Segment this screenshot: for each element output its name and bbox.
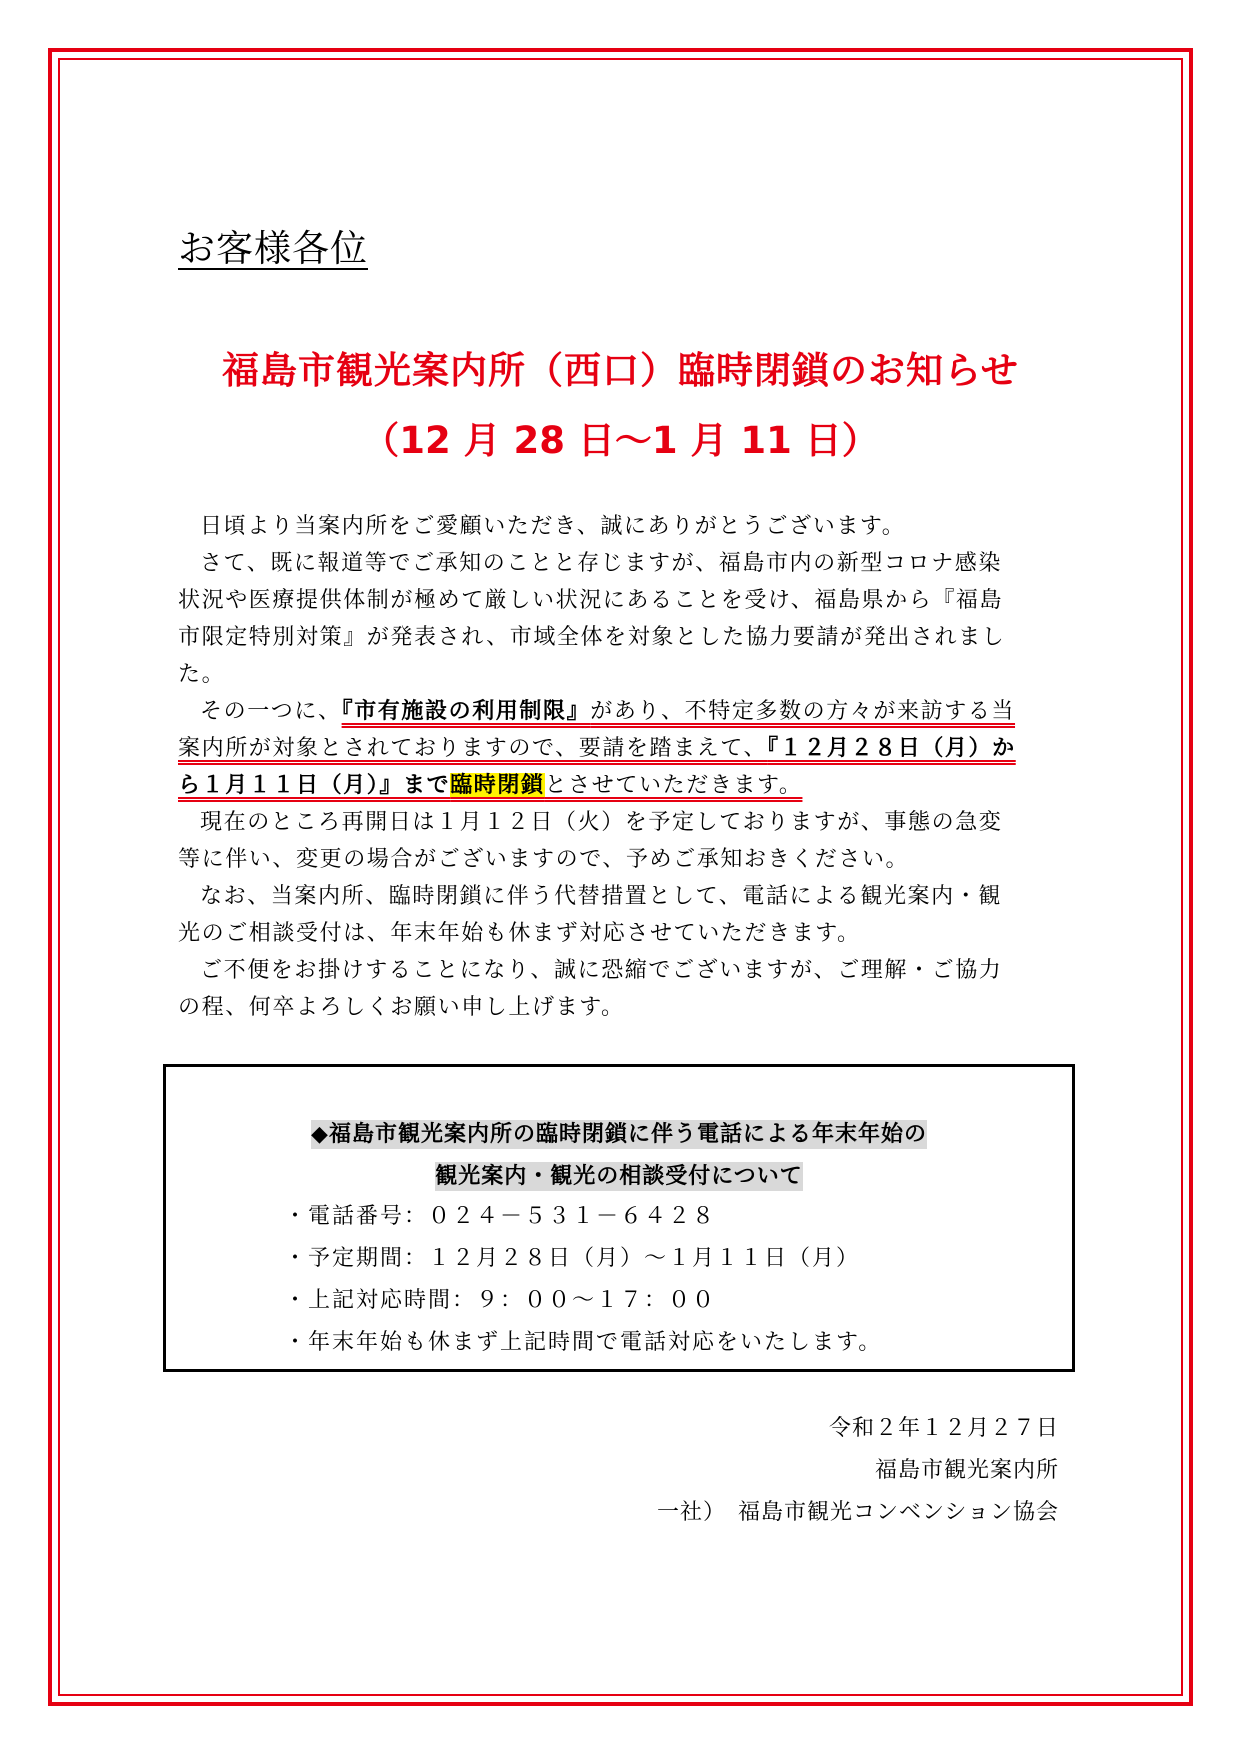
service-hours-item: ・上記対応時間：９：００～１７：００ [284,1288,717,1313]
issue-date: 令和２年１２月２７日 [828,1416,1059,1441]
text-line: 等に伴い、変更の場合がございますので、予めご承知おきください。 [178,847,910,872]
text-segment: があり、不特定多数の方々が来訪する当 [590,699,1016,724]
schedule-period-item: ・予定期間：１２月２８日（月）～１月１１日（月） [284,1246,861,1271]
closure-period-text: 『１２月２８日（月）か [767,736,1016,761]
phone-number-item: ・電話番号：０２４－５３１－６４２８ [284,1204,717,1229]
organization-name: 福島市観光案内所 [874,1458,1059,1483]
text-line: 現在のところ再開日は１月１２日（火）を予定しておりますが、事態の急変 [200,810,1003,835]
holiday-service-item: ・年末年始も休まず上記時間で電話対応をいたします。 [284,1330,883,1355]
phone-info-box [163,1064,1075,1372]
info-heading [166,1117,1072,1148]
facility-restriction-text: 『市有施設の利用制限』 [341,699,591,724]
paragraph-background [178,545,1058,693]
text-line: 光のご相談受付は、年末年始も休まず対応させていただきます。 [178,921,861,946]
text-segment: その一つに、 [200,699,342,724]
text-line: なお、当案内所、臨時閉鎖に伴う代替措置として、電話による観光案内・観 [200,884,1002,909]
text-line: 状況や医療提供体制が極めて厳しい状況にあることを受け、福島県から『福島 [178,588,1004,613]
association-name: 一社） 福島市観光コンベンション協会 [656,1500,1059,1525]
closure-period-text-end: ら１月１１日（月）』まで [178,773,451,798]
info-heading [166,1159,1072,1190]
text-line: 市限定特別対策』が発表され、市域全体を対象とした協力要請が発出されまし [178,625,1006,650]
salutation: お客様各位 [178,227,368,270]
notice-period: （12 月 28 日～1 月 11 日） [362,419,879,462]
paragraph-greeting: 日頃より当案内所をご愛顧いただき、誠にありがとうございます。 [200,514,906,539]
info-heading-line1: ◆福島市観光案内所の臨時閉鎖に伴う電話による年末年始の [311,1122,927,1147]
text-line: さて、既に報道等でご承知のことと存じますが、福島市内の新型コロナ感染 [200,551,1002,576]
paragraph-apology [178,952,1058,1026]
info-list [284,1196,882,1364]
paragraph-phone-service [178,878,1058,952]
signature-block [657,1408,1059,1534]
paragraph-closure [178,693,1058,804]
text-segment: とさせていただきます。 [544,773,803,798]
text-line: の程、何卒よろしくお願い申し上げます。 [178,995,625,1020]
temporary-closure-highlight: 臨時閉鎖 [450,773,545,798]
text-line: ご不便をお掛けすることになり、誠に恐縮でございますが、ご理解・ご協力 [200,958,1003,983]
text-segment: 案内所が対象とされておりますので、要請を踏まえて、 [178,736,768,761]
text-line: た。 [178,662,226,687]
notice-title: 福島市観光案内所（西口）臨時閉鎖のお知らせ [222,349,1019,392]
paragraph-reopening [178,804,1058,878]
info-heading-line2: 観光案内・観光の相談受付について [435,1164,803,1189]
notice-body [178,508,1058,1026]
